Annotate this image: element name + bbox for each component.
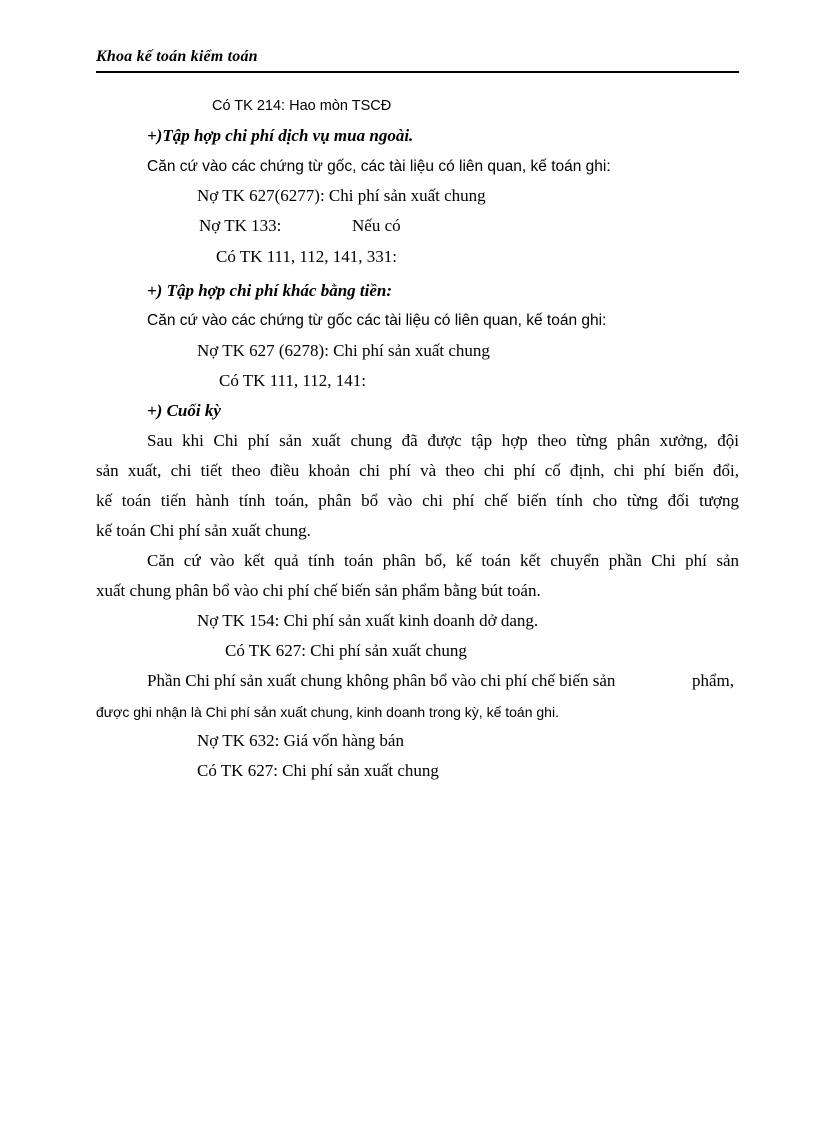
section-heading: +)Tập hợp chi phí dịch vụ mua ngoài. <box>147 126 414 145</box>
paragraph-line: xuất chung phân bổ vào chi phí chế biến sản phẩm bằng bút toán. <box>96 581 541 600</box>
entry-note: Nếu có <box>352 216 401 235</box>
paragraph-line: sản xuất, chi tiết theo điều khoản chi phí và theo chi phí cố định, chi phí biến đổi, <box>96 461 739 480</box>
entry-line: Có TK 627: Chi phí sản xuất chung <box>225 641 467 660</box>
entry-line: Nợ TK 154: Chi phí sản xuất kinh doanh dở dang. <box>197 611 539 630</box>
entry-line: Nợ TK 627 (6278): Chi phí sản xuất chung <box>197 341 490 360</box>
entry-line: Có TK 214: Hao mòn TSCĐ <box>212 98 392 114</box>
paragraph-line: kế toán Chi phí sản xuất chung. <box>96 521 311 540</box>
paragraph-line: Căn cứ vào các chứng từ gốc, các tài liệu có liên quan, kế toán ghi: <box>147 158 611 175</box>
entry-line: Có TK 111, 112, 141: <box>219 371 367 390</box>
paragraph-line: Căn cứ vào kết quả tính toán phân bổ, kế toán kết chuyển phần Chi phí sản <box>147 551 739 570</box>
paragraph-line: Căn cứ vào các chứng từ gốc các tài liệu có liên quan, kế toán ghi: <box>147 312 607 329</box>
header-divider <box>96 71 739 73</box>
entry-line: Nợ TK 133: <box>199 216 282 235</box>
entry-line: Nợ TK 632: Giá vốn hàng bán <box>197 731 404 750</box>
entry-line: Nợ TK 627(6277): Chi phí sản xuất chung <box>197 186 486 205</box>
paragraph-line: Phần Chi phí sản xuất chung không phân bổ vào chi phí chế biến sản <box>147 671 616 690</box>
section-heading: +) Tập hợp chi phí khác bằng tiền: <box>147 281 393 300</box>
paragraph-line: Sau khi Chi phí sản xuất chung đã được tập hợp theo từng phân xưởng, đội <box>147 431 739 450</box>
entry-line: Có TK 111, 112, 141, 331: <box>216 247 398 266</box>
header-title: Khoa kế toán kiểm toán <box>96 48 258 65</box>
paragraph-line: được ghi nhận là Chi phí sản xuất chung, kinh doanh trong kỳ, kế toán ghi. <box>96 704 559 720</box>
paragraph-line: phẩm, <box>692 671 735 690</box>
entry-line: Có TK 627: Chi phí sản xuất chung <box>197 761 439 780</box>
page-header <box>96 48 738 70</box>
section-heading: +) Cuối kỳ <box>147 401 221 420</box>
paragraph-line: kế toán tiến hành tính toán, phân bổ vào chi phí chế biến tính cho từng đối tượng <box>96 491 739 510</box>
